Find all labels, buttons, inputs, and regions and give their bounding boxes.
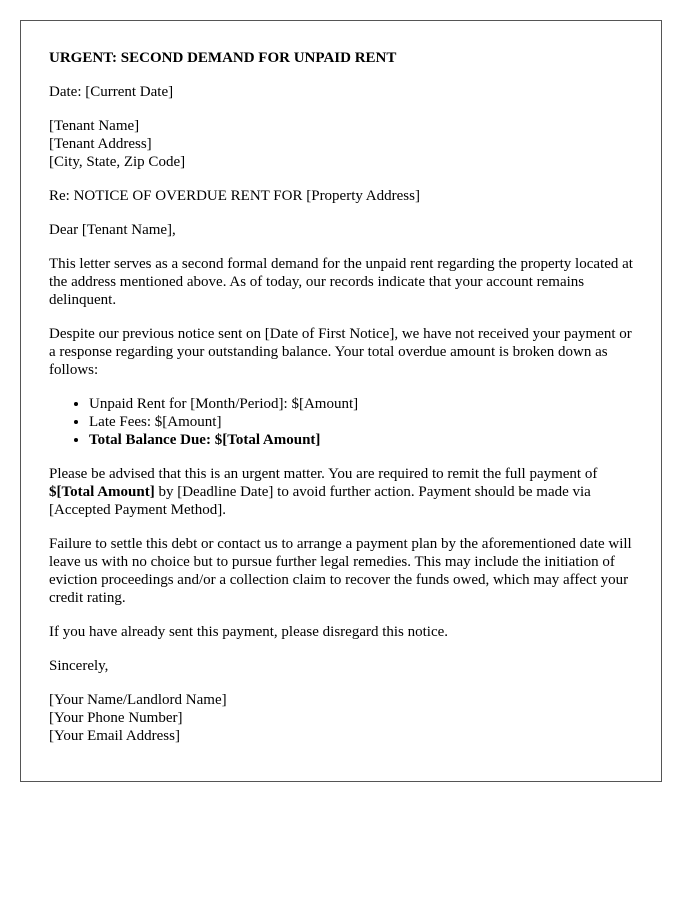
- tenant-address: [Tenant Address]: [49, 136, 152, 152]
- paragraph-4: Failure to settle this debt or contact us to arrange a payment plan by the aforementioned date will leave us with no choice but to pursue further legal remedies. This may include the initiation of eviction proceedings and/or a collection claim to recover the funds owed, which may affect your credit rating.: [49, 536, 632, 606]
- sender-signature-block: [49, 691, 633, 745]
- closing: Sincerely,: [49, 658, 109, 674]
- letter-document: [20, 20, 662, 782]
- list-item-late-fees: • Late Fees: $[Amount]: [89, 413, 633, 431]
- salutation: Dear [Tenant Name],: [49, 222, 176, 238]
- letter-title: URGENT: SECOND DEMAND FOR UNPAID RENT: [49, 50, 397, 66]
- sender-phone: [Your Phone Number]: [49, 710, 183, 726]
- list-item-unpaid-rent: • Unpaid Rent for [Month/Period]: $[Amount]: [89, 395, 633, 413]
- sender-email: [Your Email Address]: [49, 728, 180, 744]
- paragraph-3-amount: $[Total Amount]: [49, 484, 155, 500]
- paragraph-1: This letter serves as a second formal demand for the unpaid rent regarding the property located at the address mentioned above. As of today, our records indicate that your account remains delinquent.: [49, 256, 633, 308]
- paragraph-3-after: by [Deadline Date] to avoid further action. Payment should be made via [Accepted Payment Method].: [49, 484, 591, 518]
- paragraph-2: Despite our previous notice sent on [Date of First Notice], we have not received your payment or a response regarding your outstanding balance. Your total overdue amount is broken down as follows:: [49, 326, 632, 378]
- paragraph-3-before: Please be advised that this is an urgent matter. You are required to remit the full payment of: [49, 466, 598, 482]
- date-line: Date: [Current Date]: [49, 84, 174, 100]
- tenant-city-state-zip: [City, State, Zip Code]: [49, 154, 186, 170]
- recipient-address-block: [49, 117, 633, 171]
- balance-breakdown-list: [49, 395, 633, 449]
- paragraph-5: If you have already sent this payment, please disregard this notice.: [49, 624, 449, 640]
- sender-name: [Your Name/Landlord Name]: [49, 692, 227, 708]
- re-line: Re: NOTICE OF OVERDUE RENT FOR [Property Address]: [49, 188, 420, 204]
- tenant-name: [Tenant Name]: [49, 118, 140, 134]
- list-item-total-balance: • Total Balance Due: $[Total Amount]: [89, 431, 633, 449]
- paragraph-3: [49, 465, 633, 519]
